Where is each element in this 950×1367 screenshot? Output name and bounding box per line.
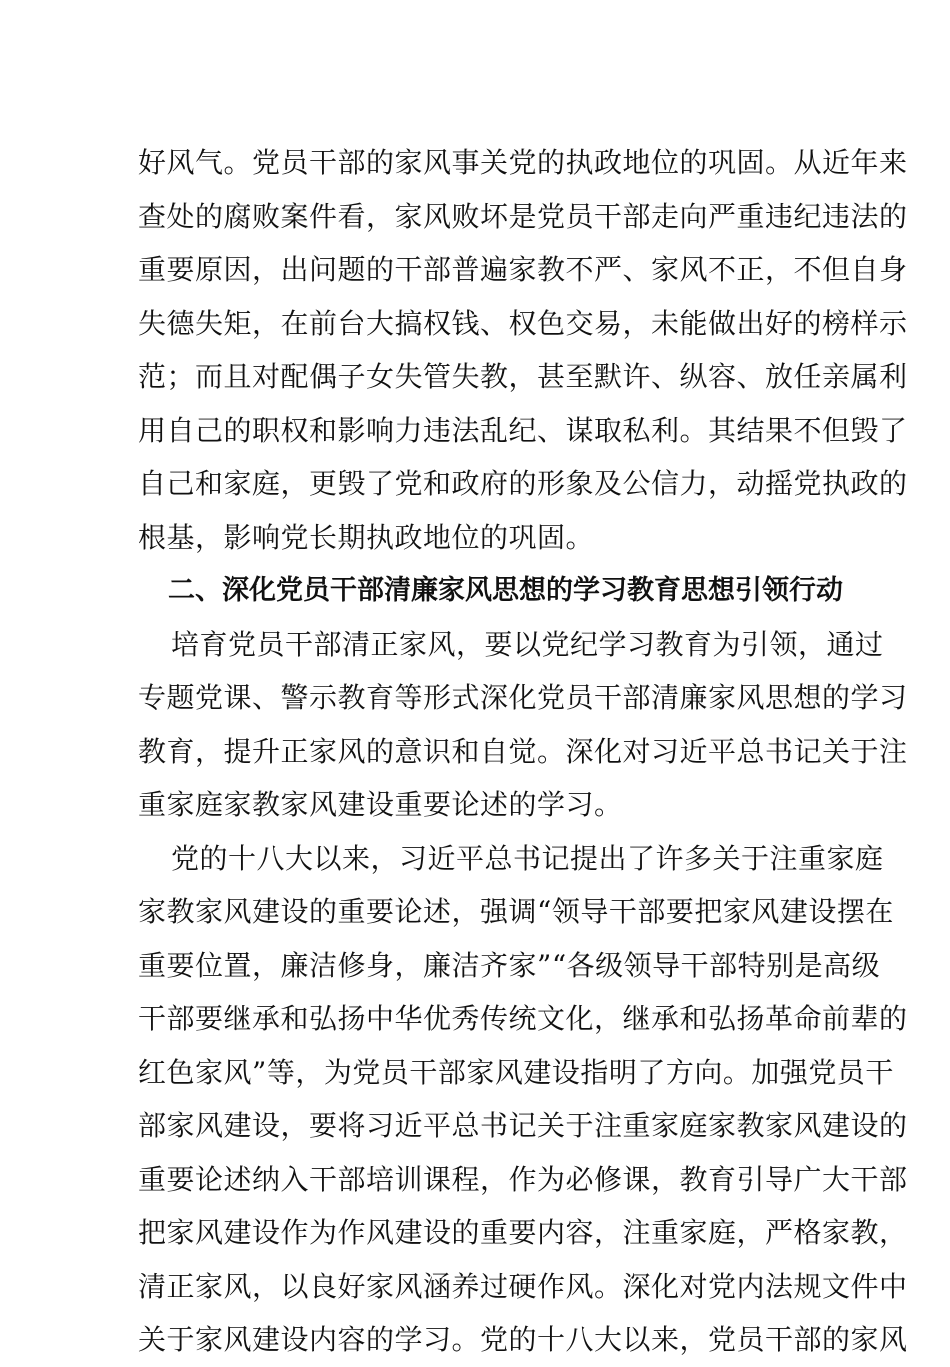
text-line: 党的十八大以来，习近平总书记提出了许多关于注重家庭 xyxy=(171,841,884,875)
text-line: 专题党课、警示教育等形式深化党员干部清廉家风思想的学习 xyxy=(138,681,908,714)
text-line: 家教家风建设的重要论述，强调“领导干部要把家风建设摆在 xyxy=(138,895,894,928)
text-line: 重家庭家教家风建设重要论述的学习。 xyxy=(138,788,623,821)
text-line: 关于家风建设内容的学习。党的十八大以来，党员干部的家风 xyxy=(138,1323,908,1356)
text-line: 部家风建设，要将习近平总书记关于注重家庭家教家风建设的 xyxy=(138,1109,908,1142)
text-line: 自己和家庭，更毁了党和政府的形象及公信力，动摇党执政的 xyxy=(138,467,908,500)
paragraph-consolidation xyxy=(138,136,908,564)
paragraph-study-education xyxy=(138,618,908,832)
text-line: 干部要继承和弘扬中华优秀传统文化，继承和弘扬革命前辈的 xyxy=(138,1002,908,1035)
text-line: 重要论述纳入干部培训课程，作为必修课，教育引导广大干部 xyxy=(138,1162,908,1196)
text-line: 查处的腐败案件看，家风败坏是党员干部走向严重违纪违法的 xyxy=(138,199,908,233)
paragraph-important-expositions xyxy=(138,832,908,1367)
text-line: 范；而且对配偶子女失管失教，甚至默许、纵容、放任亲属利 xyxy=(138,360,908,393)
text-line: 失德失矩，在前台大搞权钱、权色交易，未能做出好的榜样示 xyxy=(138,306,908,340)
text-line: 清正家风，以良好家风涵养过硬作风。深化对党内法规文件中 xyxy=(138,1269,908,1303)
text-line: 好风气。党员干部的家风事关党的执政地位的巩固。从近年来 xyxy=(138,146,908,179)
text-line: 重要原因，出问题的干部普遍家教不严、家风不正，不但自身 xyxy=(138,253,908,286)
text-line: 重要位置，廉洁修身，廉洁齐家”“各级领导干部特别是高级 xyxy=(138,948,881,982)
document-body xyxy=(138,136,908,1367)
text-line: 根基，影响党长期执政地位的巩固。 xyxy=(138,520,595,554)
text-line: 培育党员干部清正家风，要以党纪学习教育为引领，通过 xyxy=(171,627,884,661)
text-line: 用自己的职权和影响力违法乱纪、谋取私利。其结果不但毁了 xyxy=(138,413,908,447)
text-line: 教育，提升正家风的意识和自觉。深化对习近平总书记关于注 xyxy=(138,734,908,768)
section-heading: 二、深化党员干部清廉家风思想的学习教育思想引领行动 xyxy=(168,575,843,606)
text-line: 红色家风”等，为党员干部家风建设指明了方向。加强党员干 xyxy=(138,1055,894,1089)
text-line: 把家风建设作为作风建设的重要内容，注重家庭，严格家教， xyxy=(138,1216,908,1249)
